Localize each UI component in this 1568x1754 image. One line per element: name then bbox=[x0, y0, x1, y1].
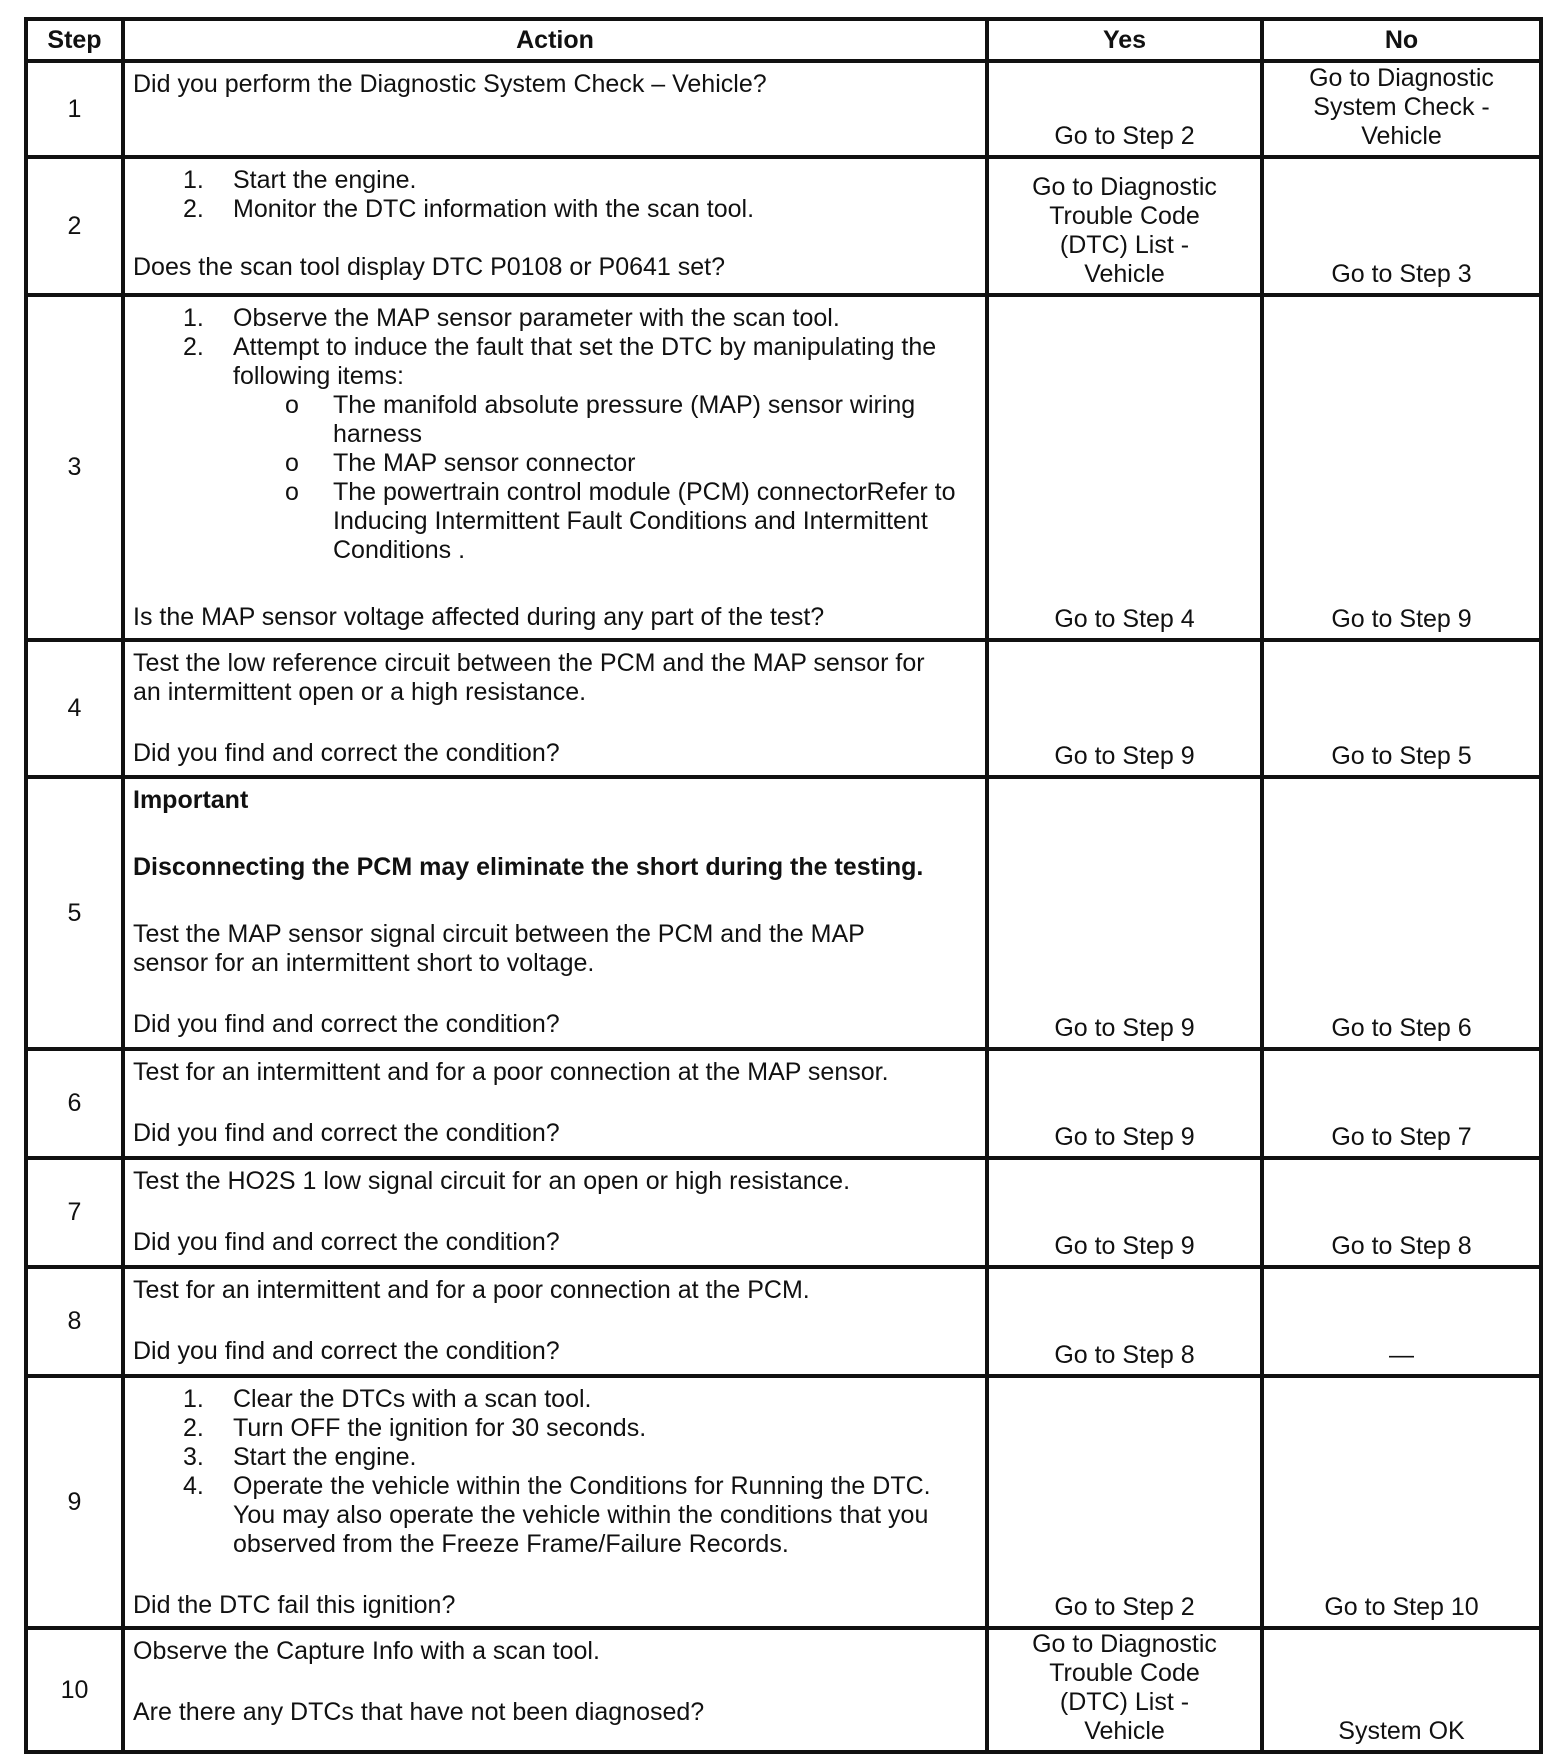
table-row bbox=[26, 777, 1541, 1049]
header-step: Step bbox=[26, 19, 123, 61]
action-cell bbox=[123, 61, 987, 157]
diagnostic-table bbox=[24, 17, 1543, 1754]
step-text: Attempt to induce the fault that set the DTC by manipulating the following items: bbox=[233, 333, 937, 390]
important-heading: Important bbox=[133, 786, 249, 814]
step-number: 8 bbox=[26, 1267, 123, 1376]
action-cell bbox=[123, 1376, 987, 1628]
no-cell: Go to Step 3 bbox=[1262, 157, 1541, 295]
list-item: o The manifold absolute pressure (MAP) sensor wiring harness bbox=[285, 391, 916, 448]
no-cell: Go to Step 6 bbox=[1262, 777, 1541, 1049]
yes-cell: Go to Step 9 bbox=[987, 1158, 1262, 1267]
action-cell bbox=[123, 295, 987, 640]
step-number: 7 bbox=[26, 1158, 123, 1267]
action-cell bbox=[123, 1158, 987, 1267]
step-number: 5 bbox=[26, 777, 123, 1049]
list-item: 1. Clear the DTCs with a scan tool. bbox=[183, 1385, 592, 1413]
table-row bbox=[26, 61, 1541, 157]
list-item: 4. Operate the vehicle within the Conditions for Running the DTC. You may also operate the vehicle within the conditions that you observed from the Freeze Frame/Failure Records. bbox=[183, 1472, 931, 1558]
question-text: Did you find and correct the condition? bbox=[133, 1337, 560, 1365]
action-text: Test for an intermittent and for a poor connection at the MAP sensor. bbox=[133, 1058, 889, 1086]
bullet-text: The powertrain control module (PCM) connectorRefer to Inducing Intermittent Fault Conditions and Intermittent Conditions . bbox=[333, 478, 956, 564]
step-number: 6 bbox=[26, 1049, 123, 1158]
action-cell bbox=[123, 157, 987, 295]
bullet-list bbox=[133, 391, 979, 565]
header-action: Action bbox=[123, 19, 987, 61]
question-text: Did you find and correct the condition? bbox=[133, 1119, 560, 1147]
action-cell bbox=[123, 640, 987, 777]
step-text: Start the engine. bbox=[233, 166, 417, 194]
step-text: Turn OFF the ignition for 30 seconds. bbox=[233, 1414, 647, 1442]
action-cell bbox=[123, 1267, 987, 1376]
list-item: 2. Attempt to induce the fault that set the DTC by manipulating the following items: bbox=[183, 333, 937, 390]
no-cell: Go to Step 10 bbox=[1262, 1376, 1541, 1628]
step-text: Observe the MAP sensor parameter with the scan tool. bbox=[233, 304, 840, 332]
action-text: Test for an intermittent and for a poor connection at the PCM. bbox=[133, 1276, 810, 1304]
yes-cell: Go to Diagnostic Trouble Code (DTC) List - Vehicle bbox=[987, 157, 1262, 295]
action-text: Test the HO2S 1 low signal circuit for an open or high resistance. bbox=[133, 1167, 851, 1195]
yes-cell: Go to Step 4 bbox=[987, 295, 1262, 640]
yes-cell: Go to Diagnostic Trouble Code (DTC) List - Vehicle bbox=[987, 1628, 1262, 1752]
list-item: o The powertrain control module (PCM) connectorRefer to Inducing Intermittent Fault Conditions and Intermittent Conditions . bbox=[285, 478, 956, 564]
no-cell: Go to Step 9 bbox=[1262, 295, 1541, 640]
diagnostic-table-container bbox=[24, 17, 1539, 1754]
no-cell: — bbox=[1262, 1267, 1541, 1376]
yes-cell: Go to Step 2 bbox=[987, 1376, 1262, 1628]
yes-cell: Go to Step 9 bbox=[987, 777, 1262, 1049]
step-number: 9 bbox=[26, 1376, 123, 1628]
step-number: 2 bbox=[26, 157, 123, 295]
bullet-text: The MAP sensor connector bbox=[333, 449, 636, 477]
step-text: Clear the DTCs with a scan tool. bbox=[233, 1385, 592, 1413]
no-cell: Go to Step 8 bbox=[1262, 1158, 1541, 1267]
action-cell bbox=[123, 777, 987, 1049]
yes-cell: Go to Step 2 bbox=[987, 61, 1262, 157]
step-text: Monitor the DTC information with the scan tool. bbox=[233, 195, 755, 223]
no-cell: System OK bbox=[1262, 1628, 1541, 1752]
no-cell: Go to Step 7 bbox=[1262, 1049, 1541, 1158]
step-number: 1 bbox=[26, 61, 123, 157]
action-text: Test the MAP sensor signal circuit between the PCM and the MAP sensor for an intermittent short to voltage. bbox=[133, 920, 865, 977]
question-text: Did you find and correct the condition? bbox=[133, 739, 560, 767]
header-row bbox=[26, 19, 1541, 61]
table-row bbox=[26, 1628, 1541, 1752]
question-text: Are there any DTCs that have not been diagnosed? bbox=[133, 1698, 705, 1726]
yes-cell: Go to Step 8 bbox=[987, 1267, 1262, 1376]
table-row bbox=[26, 1267, 1541, 1376]
table-row bbox=[26, 1049, 1541, 1158]
numbered-steps bbox=[133, 166, 979, 224]
list-item: 2. Turn OFF the ignition for 30 seconds. bbox=[183, 1414, 647, 1442]
list-item: 2. Monitor the DTC information with the scan tool. bbox=[183, 195, 755, 223]
table-row bbox=[26, 640, 1541, 777]
list-item: 3. Start the engine. bbox=[183, 1443, 417, 1471]
step-number: 4 bbox=[26, 640, 123, 777]
step-text: Start the engine. bbox=[233, 1443, 417, 1471]
table-row bbox=[26, 295, 1541, 640]
question-text: Did the DTC fail this ignition? bbox=[133, 1591, 456, 1619]
question-text: Did you find and correct the condition? bbox=[133, 1228, 560, 1256]
bullet-text: The manifold absolute pressure (MAP) sensor wiring harness bbox=[333, 391, 916, 448]
list-item: o The MAP sensor connector bbox=[285, 449, 636, 477]
question-text: Is the MAP sensor voltage affected during any part of the test? bbox=[133, 603, 825, 631]
header-no: No bbox=[1262, 19, 1541, 61]
no-cell: Go to Step 5 bbox=[1262, 640, 1541, 777]
action-cell bbox=[123, 1049, 987, 1158]
table-row bbox=[26, 1158, 1541, 1267]
action-cell bbox=[123, 1628, 987, 1752]
action-text: Did you perform the Diagnostic System Check – Vehicle? bbox=[133, 70, 767, 98]
list-item: 1. Observe the MAP sensor parameter with the scan tool. bbox=[183, 304, 840, 332]
table-row bbox=[26, 1376, 1541, 1628]
yes-cell: Go to Step 9 bbox=[987, 640, 1262, 777]
numbered-steps bbox=[133, 304, 979, 391]
question-text: Does the scan tool display DTC P0108 or P0641 set? bbox=[133, 253, 726, 281]
step-text: Operate the vehicle within the Conditions for Running the DTC. You may also operate the vehicle within the conditions that you observed from the Freeze Frame/Failure Records. bbox=[233, 1472, 931, 1558]
header-yes: Yes bbox=[987, 19, 1262, 61]
action-text: Test the low reference circuit between the PCM and the MAP sensor for an intermittent open or a high resistance. bbox=[133, 649, 925, 706]
action-text: Observe the Capture Info with a scan tool. bbox=[133, 1637, 600, 1665]
step-number: 3 bbox=[26, 295, 123, 640]
important-text: Disconnecting the PCM may eliminate the short during the testing. bbox=[133, 853, 924, 881]
question-text: Did you find and correct the condition? bbox=[133, 1010, 560, 1038]
table-row bbox=[26, 157, 1541, 295]
no-cell: Go to Diagnostic System Check - Vehicle bbox=[1262, 61, 1541, 157]
list-item: 1. Start the engine. bbox=[183, 166, 417, 194]
yes-cell: Go to Step 9 bbox=[987, 1049, 1262, 1158]
step-number: 10 bbox=[26, 1628, 123, 1752]
numbered-steps bbox=[133, 1385, 979, 1559]
